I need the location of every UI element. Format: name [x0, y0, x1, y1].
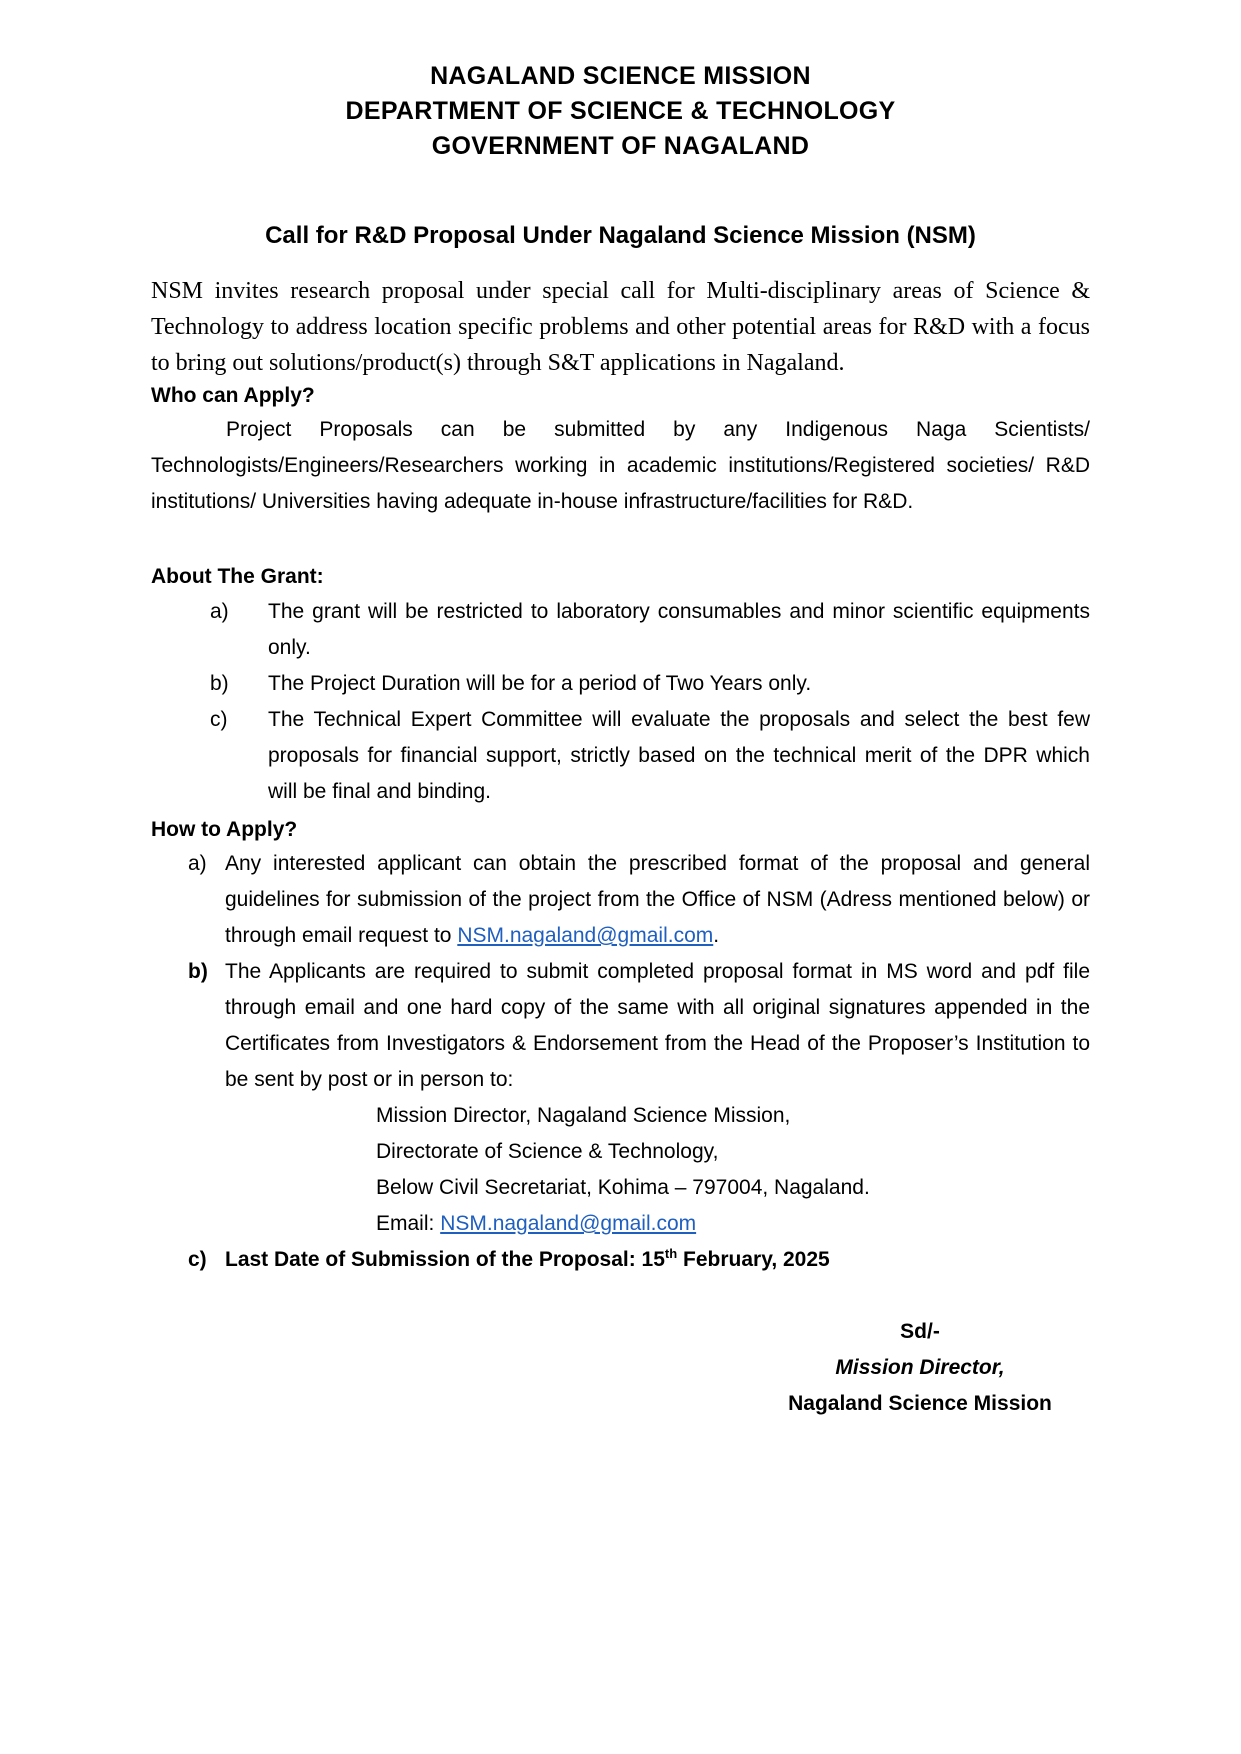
address-line-2: Directorate of Science & Technology,	[376, 1140, 719, 1163]
grant-item-c-text: The Technical Expert Committee will evaluate the proposals and select the best few proposals for financial support, strictly based on the technical merit of the DPR which will be final and binding.	[268, 708, 1090, 803]
address-email-link[interactable]: NSM.nagaland@gmail.com	[440, 1212, 697, 1235]
email-link[interactable]: NSM.nagaland@gmail.com	[457, 924, 714, 947]
grant-item-b-text: The Project Duration will be for a period of Two Years only.	[268, 672, 812, 695]
apply-item-a-body: Any interested applicant can obtain the prescribed format of the proposal and general guidelines for submission of the project from the Office of NSM (Adress mentioned below) or through email request to	[225, 852, 1090, 947]
header-line-2: DEPARTMENT OF SCIENCE & TECHNOLOGY	[345, 97, 896, 125]
document-title: Call for R&D Proposal Under Nagaland Science Mission (NSM)	[265, 222, 976, 249]
last-date-text	[225, 1242, 830, 1278]
last-date-end: February, 2025	[677, 1248, 830, 1271]
apply-item-b-text: The Applicants are required to submit completed proposal format in MS word and pdf file through email and one hard copy of the same with all original signatures appended in the Certificates from Investigators & Endorsement from the Head of the Proposer’s Institution to be sent by post or in person to:	[225, 960, 1090, 1091]
apply-item-b-marker: b)	[188, 960, 208, 983]
last-date-ordinal: th	[664, 1246, 678, 1261]
email-label: Email:	[376, 1212, 441, 1235]
apply-item-c-marker: c)	[188, 1248, 207, 1271]
last-date-label: Last Date of Submission of the Proposal: 15	[225, 1248, 665, 1271]
address-email-line	[376, 1206, 696, 1242]
signature-org: Nagaland Science Mission	[788, 1392, 1052, 1415]
apply-item-a-text	[225, 846, 1090, 954]
grant-item-b-marker: b)	[210, 672, 229, 695]
grant-item-a-marker: a)	[210, 600, 229, 623]
address-line-3: Below Civil Secretariat, Kohima – 797004, Nagaland.	[376, 1176, 870, 1199]
apply-item-a-marker: a)	[188, 852, 207, 875]
who-can-apply-heading: Who can Apply?	[151, 384, 315, 407]
address-line-1: Mission Director, Nagaland Science Mission,	[376, 1104, 791, 1127]
header-line-1: NAGALAND SCIENCE MISSION	[430, 62, 811, 90]
grant-item-c-marker: c)	[210, 708, 228, 731]
header-line-3: GOVERNMENT OF NAGALAND	[431, 132, 810, 160]
intro-paragraph: NSM invites research proposal under special call for Multi-disciplinary areas of Science & Technology to address location specific problems and other potential areas for R&D with a focus to bring out solutions/product(s) through S&T applications in Nagaland.	[151, 278, 1090, 376]
signature-sd: Sd/-	[900, 1320, 940, 1343]
apply-item-a-end: .	[713, 924, 720, 947]
signature-role: Mission Director,	[835, 1356, 1005, 1379]
how-to-apply-heading: How to Apply?	[151, 818, 298, 841]
who-can-apply-text: Project Proposals can be submitted by any Indigenous Naga Scientists/ Technologists/Engineers/Researchers working in academic institutions/Registered societies/ R&D institutions/ Universities having adequate in-house infrastructure/facilities for R&D.	[151, 418, 1090, 513]
about-grant-heading: About The Grant:	[151, 565, 324, 588]
grant-item-a-text: The grant will be restricted to laboratory consumables and minor scientific equipments only.	[268, 600, 1090, 659]
